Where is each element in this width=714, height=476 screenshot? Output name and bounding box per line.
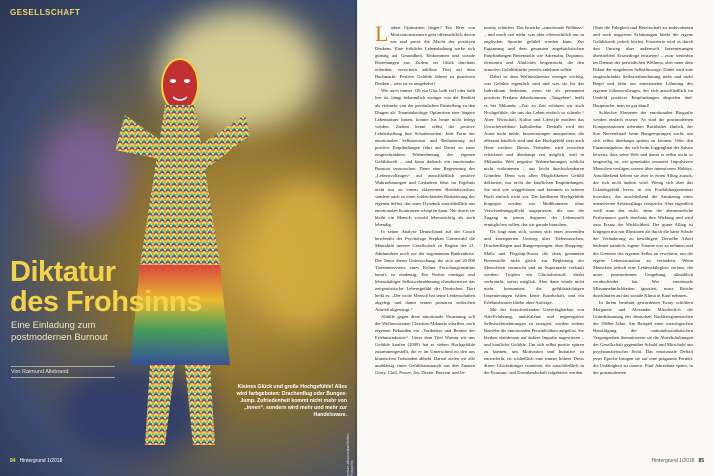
right-arm [200,115,250,170]
masked-figure-image [105,35,255,455]
paragraph: Mit der fortschreitenden Unverfügbarkeit von Nah-Erfahrung, ambivalente und neganegative Selbstwahrnehmungen zu ertragen, werden seitens Betriebe die emotionalen Persönlichkeit aufgelöst. Sie bleiben stattdessen auf äußere Impulse angewiesen – und käufliche Gefühle. Um sich selbst positiv spüren zu können, um Motivation und Initiative zu entwickeln, ist schließlich eine immer höhere Dosis dieser Glücksbringer vonnöten, die ausschließlich in der Konsum- und Eventlandschaft folgebietet werden. [484,306,584,376]
paragraph: In seiner Analyse Deutschland auf der Couch beschreibt der Psychologe Stephan Grünewald die Mentalität unserer Gesellschaft zu Beginn des 21. Jahrhunderts noch vor der sogenannten Bankenkrise. Der Tenor dieser Untersuchung, die sich auf 20.000 Tiefeninterviews eines Kölner Forschungsinstituts beruft, ist eindeutig: Ein Verlust einstiger und lebenshaltiger Selbstwahrnehmung charakterisiert das zeitgenössische Lebensgefühl der Deutschen. Dort heißt es: „Der coole Mensch hat seine Leidenschaften abgelegt und damit seinen primären seelischen Antrieb abgewürgt.“ [375,229,475,312]
paragraph: Wie auch immer: Ob ein Glas halb voll oder halb leer ist, hängt bekanntlich weniger von der Realität als vielmehr von der persönlichen Einstellung zu den Dingen ab. Traumatheologe Optimisten eine längere Lebensdauer haben, konnte bis heute nicht belegt werden. Zudem kennt selbst die positive Lebenshaltung ihre Schattenseiten: Jede Form der emotionalen Selbstzensur und Reduzierung auf positive Empfindungen führt auf Dauer zu einer eingeschränkten Wahrnehmung der eigenen Gefühlswelt – und kann dadurch ein emotionales Burnout verursachen. Denn eine Begrenzung des „Lebensvollzuges“ auf ausschließlich positive Wahrnehmungen und Gedanken führt im Ergebnis nicht nur zu einem sklaventen Realitätsverlust, sondern auch zu einer schleichenden Reduzierung des eigenen Selbst, das seine Dynamik ausschließlich aus emotionalen Kontrasten schöpfen kann. Nur durch sie bleibt ein Mensch sowohl lebenstüchtig als auch lebendig. [375,88,475,228]
drop-cap: L [375,24,389,46]
image-credit: picture-alliance/dpa/Geisler-Fotopress [346,432,354,476]
text-column-2 [484,24,584,449]
page-number: 85 [698,458,704,464]
light-flare [250,180,357,330]
paragraph: In ihrem berühmt gewordenen Essay schildern Margarete und Alexander Mitscherlich die Grundstimmung der deutschen Nachkriegsmenschen der 1960er Jahre. Am Beispiel einer soziologischen Bewältigung der nationalsozialistischen Vergangenheit thematisieren sie die Abwehrhaltungen der Gesellschaft gegenüber Schuld und Mitschuld aus psychoanalytischer Sicht. Das emotionale Defizit jener Epoche bringen sie auf eine prägnante Formel: die Unfähigkeit zu trauern. Fünf Jahrzehnte später, in der postmodernen [593,299,693,376]
magazine-issue: Hintergrund 1/2018 [19,458,63,464]
page-gutter [355,0,359,476]
article-subtitle: Eine Einladung zum postmodernen Burnout [11,320,108,343]
right-page [357,0,714,476]
paragraph: Da fragt man sich, warum sich eines anwenden und konzipierten Umweg über Tiefenrauschen, Drachenfliegen und Bungeespringen, über Shopping-Malls und Flagship-Stores die oben genannten Botenstoffe nicht gleich zur Begleitung der Menschheit vermischt und im Supermarkt verkauft werden: Tropfen ein Glücksbotstoff, direkt verbraucht, sofort möglich. Aber dann würde nicht mehr konsumiert, die gefühlsträchtigen Inszenierungen hätten keine Kundschaft, und ein Erlebnisberater bliebe ohne Aufträge. [484,229,584,305]
paragraph: Schlechte Elemente der emotionalen Biografie werden einfach ersetzt: So sind die postmodernen Kompensationen nebenbei Buchhalter ähnlich, der ihre Nervenkitzel beim Bungeespringen sucht, um sich selbst überhaupt spüren zu können. Oder den Finanzinspektor, der sich beim Jogginglauf der Sahara beweist, dass seine Welt und damit er selbst nicht so langweilig ist, wie gemeinhin vermutet. Impulsivere Menschen verfügen vorerst über intensiveres Hobbys. Anschließend kehren sie aber in einen Alltag zurück, der sich nicht ändern wird. Wenig sich aber das Urlaubsgefühl bevor in ein Fortbildungsseminar investiert, das anschließend die Ansätzung eines intensiveren Arbeitsalltags verspricht. Aber eigentlich weiß man das nicht, denn die abenteuerliche Performance greift durchaus ihre Wirkung und wird zum Ersatz der Wirklichkeit. Der graue Alltag ist hingegen nur mit Illusionen als durch die harte Schule der Veränderung zu bewältigen. Derselbe Arbeit bedeutet nämlich, eigene Träume erst zu nehmen und die Grenzen des eigenen Selbst zu erweitern, um die eigene Lebenssituation zu verändern. Wenn Menschen jedoch eine Leidensfähigkeit verlaus, die unter postmodernen Umgebung allmählich verabschiedet hat. Wer emotionale Missannehmlichkeiten ignoriert, muss Brüche durchlaufen auf das soziale Klima in Kauf nehmen. [593,109,693,298]
title-line-1: Diktatur [10,256,116,288]
section-label: GESELLSCHAFT [10,8,81,17]
image-caption: Kleines Glück und große Hochgefühle! Alles wird farbgeboten: Drachenflug oder Bungee-Jump. Zufriedenheit kommt nicht mehr von „innen“, sondern wird mehr und mehr zur Handelsware. [236,384,347,418]
text-column-1 [375,24,475,449]
text-column-3 [593,24,693,449]
paragraph: Lieben Optimisten länger? Ein Heer von Motivationstrainern geht offensichtlich davon aus und preist die Macht des positiven Denkens. Eine fröhliche Lebenshaltung wirke sich günstig auf Gesundheit, Einkommen und soziale Beziehungen aus. Zudem sei Glück durchaus erlernbar, versichern zahllose Titel auf dem Buchmarkt: Positive Gefühle führen zu positivem Denken – oder ist es umgekehrt? [375,24,475,87]
title-line-2: des Frohsinns [10,286,202,318]
article-title [10,257,202,317]
magazine-issue: Hintergrund 1/2018 [651,458,695,464]
byline: Von Raimund Allebrand [11,366,115,378]
right-folio [652,458,704,464]
paragraph: Abhilfe gegen diese emotionale Verarmung soll der Wellnesstrainer Christian Mikunda schaffen, nach eigenem Bekunden ein „Vordenker und Berater der Erlebnisindustrie“. Unter dem Titel Warum wir uns Gefühle kaufen (2009) hat er sieben Hochgefühle zusammengestellt, die er im Unterschied zu den aus klassischen Todsünden abhebt. Darauf zielen wir alle unablässig einen Gefühlsaustausch aus den Zutaten Glory, Chill, Power, Joy, Desire, Bravour und In- [375,313,475,376]
paragraph: tensity schürfen. Das bewirke „emotionale Wellness“ – und mach viel mehr, was aber offensichtlich nur in englischer Sprache gefühlt werden kann. Zur Ergänzung und dem gesamten angelsächsischen Empfindungen Bettenstolle wie Adrenalin, Dopamin, Serotonin und Ähnliches beigemischt, die den ermotivo Gefühlsküche jeweils anlehnen sollen. [484,25,584,73]
paragraph: Ohne die Fähigkeit und Bereitschaft zu ambivalenten und auch negativen Erfahrungen bleibt die eigene Gefühlswelt jedoch höchst. Frustrierte wird es durch den Umweg über außenwelt Inszenierungen übertrieben! Ersatzdroge einsieten! – zwar weiterhin im Dienste der persönlichen Wellness, aber unter dem Diktat der eingebeten Selbstfürsorge. Dabei wird eine eingeschränkte Selbstwahrnehmung mehr und mehr Regel und führt zur emotionalen Lähmung des eigenen Lebensvollzuges, der sich ausschließlich im Umfeld positiver Empfindungen abspielen darf. Hauptsache, man ist gut drauf! [593,25,693,108]
paragraph: Dabei ist dem Wellnessberater weniger wichtig, was Gefühle eigentlich sind und was sie für das Individuum bedeuten, wenn sie als permanent positives Freilanz daherkommen. „Taugeben“, heißt es bei Mikunda, „Zeit zu Zeit erfahren wir auch Hochgefühle, die uns das Leben einfach so schenkt.“ Aber: Wirtschaft, Kultur und Lifestyle machen das Unvorhersehbare kalkulierbar. Deshalb wird der Autor nicht müde, Inszenierungen anzupreisen, die allesamt käuflich sind und das Hochgefühl stets auch Neue wecken. Dieses Verhalten wird zwischen erleichtert und überhaupt erst möglich, weil in Mikundas Welt negative Wahrnehmungen schlicht nicht vorkommen – aus leicht durchschaubaren Gründen: Denn was allen Möglichkeiten Gefühl deklariert, nur nicht die käuflichen Empfindungen. Sie sind wie weggeblasen und kommen in seinem Buch einfach nicht vor. Die kaufbaren Hochgefühle hingegen werden wie Medikamente ohne Verschreibungspflicht angepriesen, die uns die Zugang in jenem Segment der Lebenswelt ermöglichen sollen, das wir gerade brauchen. [484,74,584,228]
page-number: 84 [10,458,16,464]
left-folio [10,458,62,464]
